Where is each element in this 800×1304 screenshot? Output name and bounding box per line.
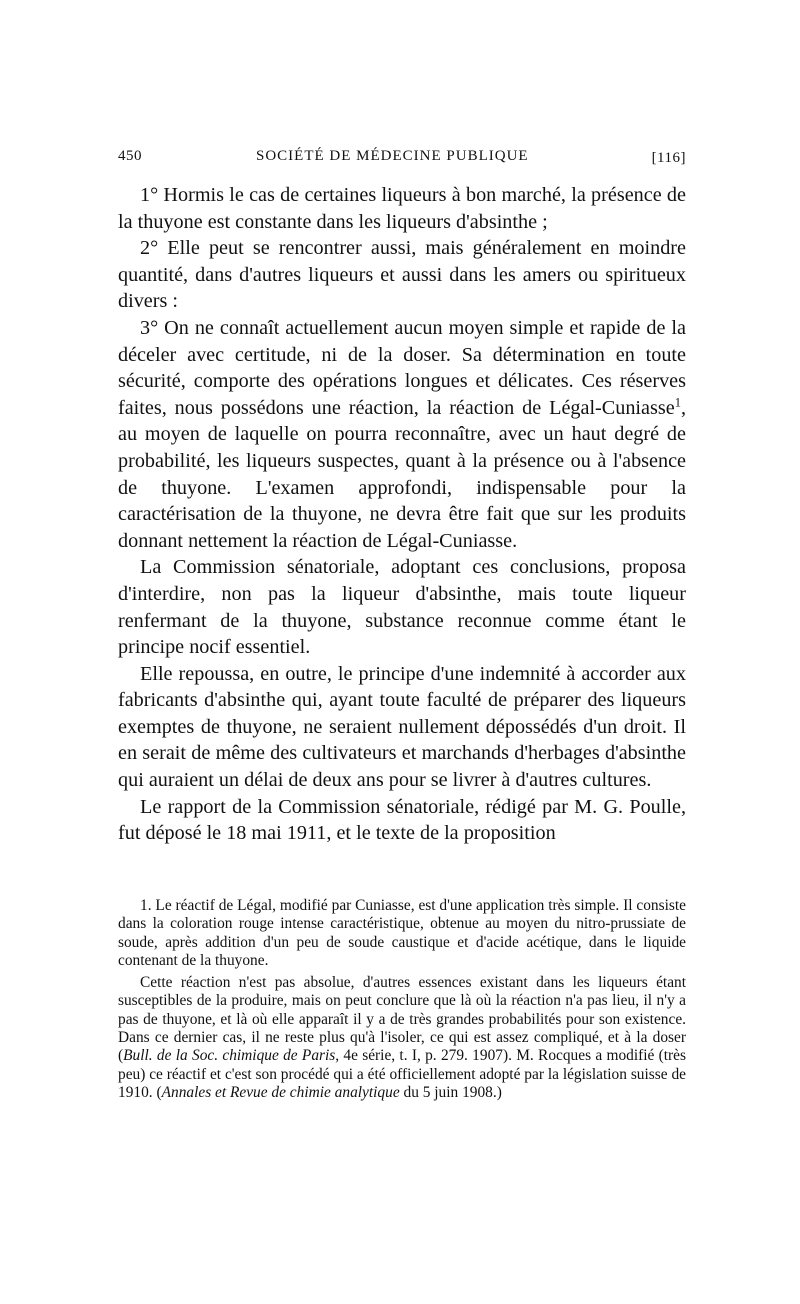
paragraph-5: Elle repoussa, en outre, le principe d'une indemnité à accorder aux fabricants d'absinthe qui, ayant toute faculté de préparer des liqueurs exemptes de thuyone, ne seraient nullement dépossédés d'un droit. Il en serait de même des cultivateurs et marchands d'herbages d'absinthe qui auraient un délai de deux ans pour se livrer à d'autres cultures. — [118, 662, 686, 792]
citation-journal: Annales et Revue de chimie analytique — [161, 1083, 400, 1101]
paragraph-1: 1° Hormis le cas de certaines liqueurs à bon marché, la présence de la thuyone est constante dans les liqueurs d'absinthe ; — [118, 184, 686, 233]
page-number-right: [116] — [651, 150, 686, 166]
paragraph-6: Le rapport de la Commission sénatoriale, rédigé par M. G. Poulle, fut déposé le 18 mai 1911, et le texte de la proposition — [118, 795, 686, 845]
running-title: SOCIÉTÉ DE MÉDECINE PUBLIQUE — [256, 148, 529, 164]
page-number-left: 450 — [118, 148, 142, 164]
paragraph-3-part-a: 3° On ne connaît actuellement aucun moyen simple et rapide de la déceler avec certitude, ni de la doser. Sa détermination en toute sécurité, comporte des opérations longues et délicates. Ces réserves faites, nous possédons une réaction, la réaction de Légal-Cuniasse — [118, 316, 686, 419]
paragraph-3-part-b: , au moyen de laquelle on pourra reconnaître, avec un haut degré de probabilité, les liqueurs suspectes, quant à la présence ou à l'absence de thuyone. L'examen approfondi, indispensable pour la caractérisation de la thuyone, ne devra être fait que sur les produits donnant nettement la réaction de Légal-Cuniasse. — [118, 396, 686, 552]
paragraph-4: La Commission sénatoriale, adoptant ces conclusions, proposa d'interdire, non pas la liqueur d'absinthe, mais toute liqueur renfermant de la thuyone, substance reconnue comme étant le principe nocif essentiel. — [118, 556, 686, 659]
citation-bulletin: Bull. de la Soc. chimique de Paris — [123, 1047, 336, 1065]
footnote-text-b: , 4e série, t. I, p. 279. 1907). M. Rocques a modifié (très peu) ce réactif et c'est son procédé qui a été officiellement adopté par la législation suisse de 1910. ( — [118, 1047, 686, 1101]
footnote-1: 1. Le réactif de Légal, modifié par Cuniasse, est d'une application très simple. Il consiste dans la coloration rouge intense caractéristique, obtenue au moyen du nitro-prussiate de soude, après addition d'un peu de soude caustique et d'acide acétique, dans le liquide contenant de la thuyone. — [118, 897, 686, 969]
footnote-1-continued — [118, 974, 686, 1102]
main-text — [118, 182, 686, 847]
footnote-text-c: du 5 juin 1908.) — [399, 1083, 502, 1101]
paragraph-3 — [118, 315, 686, 554]
footnotes — [118, 897, 686, 1102]
footnote-reference: 1 — [674, 395, 681, 410]
paragraph-2: 2° Elle peut se rencontrer aussi, mais généralement en moindre quantité, dans d'autres liqueurs et aussi dans les amers ou spiritueux divers : — [118, 237, 686, 313]
footnote-text-a: Cette réaction n'est pas absolue, d'autres essences existant dans les liqueurs étant susceptibles de la produire, mais on peut conclure que là où la réaction n'a pas lieu, il n'y a pas de thuyone, et là où elle apparaît il y a de très grandes probabilités pour son existence. Dans ce dernier cas, il ne reste plus qu'à l'isoler, ce qui est assez compliqué, et à la doser ( — [118, 974, 686, 1065]
